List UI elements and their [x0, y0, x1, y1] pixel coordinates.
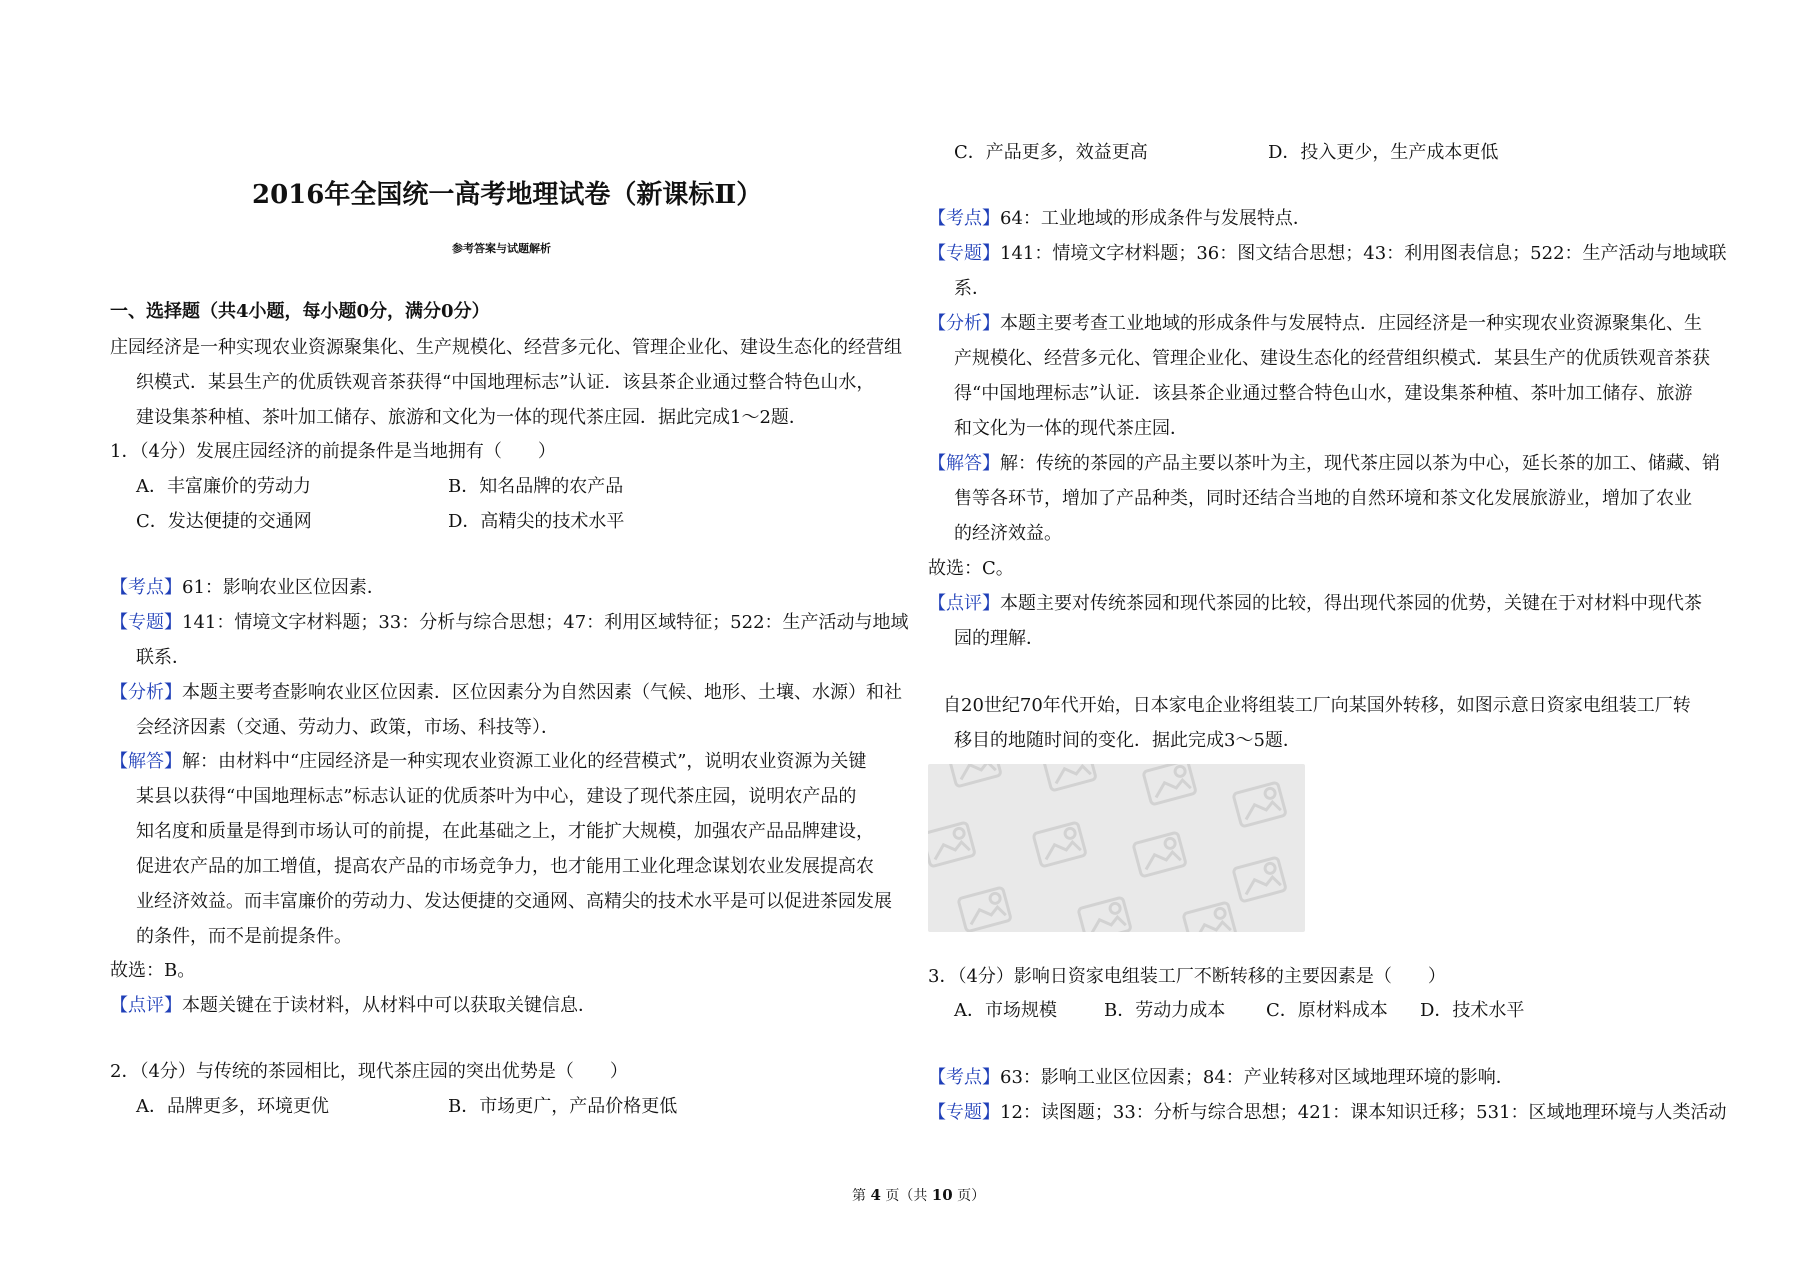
fenxi-text: 和文化为一体的现代茶庄园．	[954, 418, 1188, 439]
jieda-row	[928, 453, 1720, 475]
footer-page-total: 10	[931, 1186, 953, 1204]
material-text: 自20世纪70年代开始，日本家电企业将组装工厂向某国外转移，如图示意日资家电组装工厂转	[943, 695, 1691, 716]
kaodian-row	[928, 1067, 1514, 1089]
option-a: A．市场规模	[954, 1000, 1057, 1021]
page-title: 2016年全国统一高考地理试卷（新课标Ⅱ）	[252, 180, 763, 210]
fenxi-text: 会经济因素（交通、劳动力、政策，市场、科技等）．	[136, 717, 559, 738]
option-d: D．投入更少，生产成本更低	[1268, 142, 1499, 163]
fenxi-tag: 【分析】	[110, 682, 182, 703]
kaodian-row	[110, 577, 385, 599]
kaodian-text: 61：影响农业区位因素．	[182, 577, 385, 598]
zhuanti-text: 联系．	[136, 647, 190, 668]
option-c: C．原材料成本	[1266, 1000, 1388, 1021]
section-heading: 一、选择题（共4小题，每小题0分，满分0分）	[110, 301, 490, 322]
footer-page-number: 4	[870, 1186, 881, 1204]
question-stem: 1．（4分）发展庄园经济的前提条件是当地拥有（ ）	[110, 441, 556, 462]
jieda-text: 某县以获得“中国地理标志”标志认证的优质茶叶为中心，建设了现代茶庄园，说明农产品的	[136, 786, 857, 807]
zhuanti-row	[110, 612, 909, 634]
zhuanti-text: 141：情境文字材料题；33：分析与综合思想；47：利用区域特征；522：生产活动与地域	[182, 612, 909, 633]
fenxi-text: 本题主要考查工业地域的形成条件与发展特点．庄园经济是一种实现农业资源聚集化、生	[1000, 313, 1702, 334]
fenxi-row	[110, 682, 902, 704]
zhuanti-tag: 【专题】	[928, 243, 1000, 264]
material-text: 移目的地随时间的变化．据此完成3～5题．	[954, 730, 1301, 751]
image-placeholder-icon	[928, 764, 1305, 932]
dianping-tag: 【点评】	[110, 995, 182, 1016]
figure-placeholder	[928, 764, 1305, 932]
jieda-tag: 【解答】	[928, 453, 1000, 474]
zhuanti-text: 141：情境文字材料题；36：图文结合思想；43：利用图表信息；522：生产活动与地域联	[1000, 243, 1727, 264]
jieda-text: 知名度和质量是得到市场认可的前提，在此基础之上，才能扩大规模，加强农产品品牌建设，	[136, 821, 874, 842]
jieda-tag: 【解答】	[110, 751, 182, 772]
kaodian-tag: 【考点】	[928, 208, 1000, 229]
zhuanti-text: 系．	[954, 278, 990, 299]
dianping-tag: 【点评】	[928, 593, 1000, 614]
option-d: D．技术水平	[1420, 1000, 1525, 1021]
option-d: D．高精尖的技术水平	[448, 511, 625, 532]
zhuanti-tag: 【专题】	[928, 1102, 1000, 1123]
jieda-text: 售等各环节，增加了产品种类，同时还结合当地的自然环境和茶文化发展旅游业，增加了农业	[954, 488, 1692, 509]
option-a: A．品牌更多，环境更优	[136, 1096, 329, 1117]
option-b: B．劳动力成本	[1104, 1000, 1226, 1021]
kaodian-tag: 【考点】	[110, 577, 182, 598]
footer-pre: 第	[852, 1188, 866, 1204]
option-a: A．丰富廉价的劳动力	[136, 476, 311, 497]
jieda-text: 促进农产品的加工增值，提高农产品的市场竞争力，也才能用工业化理念谋划农业发展提高农	[136, 856, 874, 877]
fenxi-text: 得“中国地理标志”认证．该县茶企业通过整合特色山水，建设集茶种植、茶叶加工储存、旅游	[954, 383, 1693, 404]
material-text: 织模式．某县生产的优质铁观音茶获得“中国地理标志”认证．该县茶企业通过整合特色山水，	[136, 372, 875, 393]
question-stem: 2．（4分）与传统的茶园相比，现代茶庄园的突出优势是（ ）	[110, 1061, 628, 1082]
page-subtitle: 参考答案与试题解析	[452, 242, 551, 255]
footer-post: 页）	[957, 1188, 986, 1204]
zhuanti-text: 12：读图题；33：分析与综合思想；421：课本知识迁移；531：区域地理环境与人类活动	[1000, 1102, 1727, 1123]
dianping-row	[110, 995, 596, 1017]
dianping-text: 本题主要对传统茶园和现代茶园的比较，得出现代茶园的优势，关键在于对材料中现代茶	[1000, 593, 1702, 614]
zhuanti-row	[928, 243, 1727, 265]
dianping-text: 本题关键在于读材料，从材料中可以获取关键信息．	[182, 995, 596, 1016]
kaodian-text: 63：影响工业区位因素；84：产业转移对区域地理环境的影响．	[1000, 1067, 1514, 1088]
option-c: C．发达便捷的交通网	[136, 511, 312, 532]
option-b: B．知名品牌的农产品	[448, 476, 624, 497]
fenxi-tag: 【分析】	[928, 313, 1000, 334]
jieda-text: 解：传统的茶园的产品主要以茶叶为主，现代茶庄园以茶为中心，延长茶的加工、储藏、销	[1000, 453, 1720, 474]
page-footer	[852, 1184, 985, 1207]
question-stem: 3．（4分）影响日资家电组装工厂不断转移的主要因素是（ ）	[928, 966, 1446, 987]
option-c: C．产品更多，效益更高	[954, 142, 1148, 163]
jieda-text: 解：由材料中“庄园经济是一种实现农业资源工业化的经营模式”，说明农业资源为关键	[182, 751, 867, 772]
material-text: 庄园经济是一种实现农业资源聚集化、生产规模化、经营多元化、管理企业化、建设生态化的经营组	[110, 337, 902, 358]
jieda-row	[110, 751, 866, 773]
dianping-text: 园的理解．	[954, 628, 1044, 649]
zhuanti-tag: 【专题】	[110, 612, 182, 633]
jieda-text: 业经济效益。而丰富廉价的劳动力、发达便捷的交通网、高精尖的技术水平是可以促进茶园发展	[136, 891, 892, 912]
answer-text: 故选：B。	[110, 960, 196, 981]
jieda-text: 的条件，而不是前提条件。	[136, 926, 352, 947]
material-text: 建设集茶种植、茶叶加工储存、旅游和文化为一体的现代茶庄园．据此完成1～2题．	[136, 407, 807, 428]
kaodian-tag: 【考点】	[928, 1067, 1000, 1088]
kaodian-row	[928, 208, 1311, 230]
fenxi-row	[928, 313, 1702, 335]
footer-mid: 页（共	[885, 1188, 928, 1204]
zhuanti-row	[928, 1102, 1727, 1124]
answer-text: 故选：C。	[928, 558, 1014, 579]
dianping-row	[928, 593, 1702, 615]
fenxi-text: 本题主要考查影响农业区位因素．区位因素分为自然因素（气候、地形、土壤、水源）和社	[182, 682, 902, 703]
option-b: B．市场更广，产品价格更低	[448, 1096, 678, 1117]
jieda-text: 的经济效益。	[954, 523, 1062, 544]
kaodian-text: 64：工业地域的形成条件与发展特点．	[1000, 208, 1311, 229]
fenxi-text: 产规模化、经营多元化、管理企业化、建设生态化的经营组织模式．某县生产的优质铁观音茶获	[954, 348, 1710, 369]
